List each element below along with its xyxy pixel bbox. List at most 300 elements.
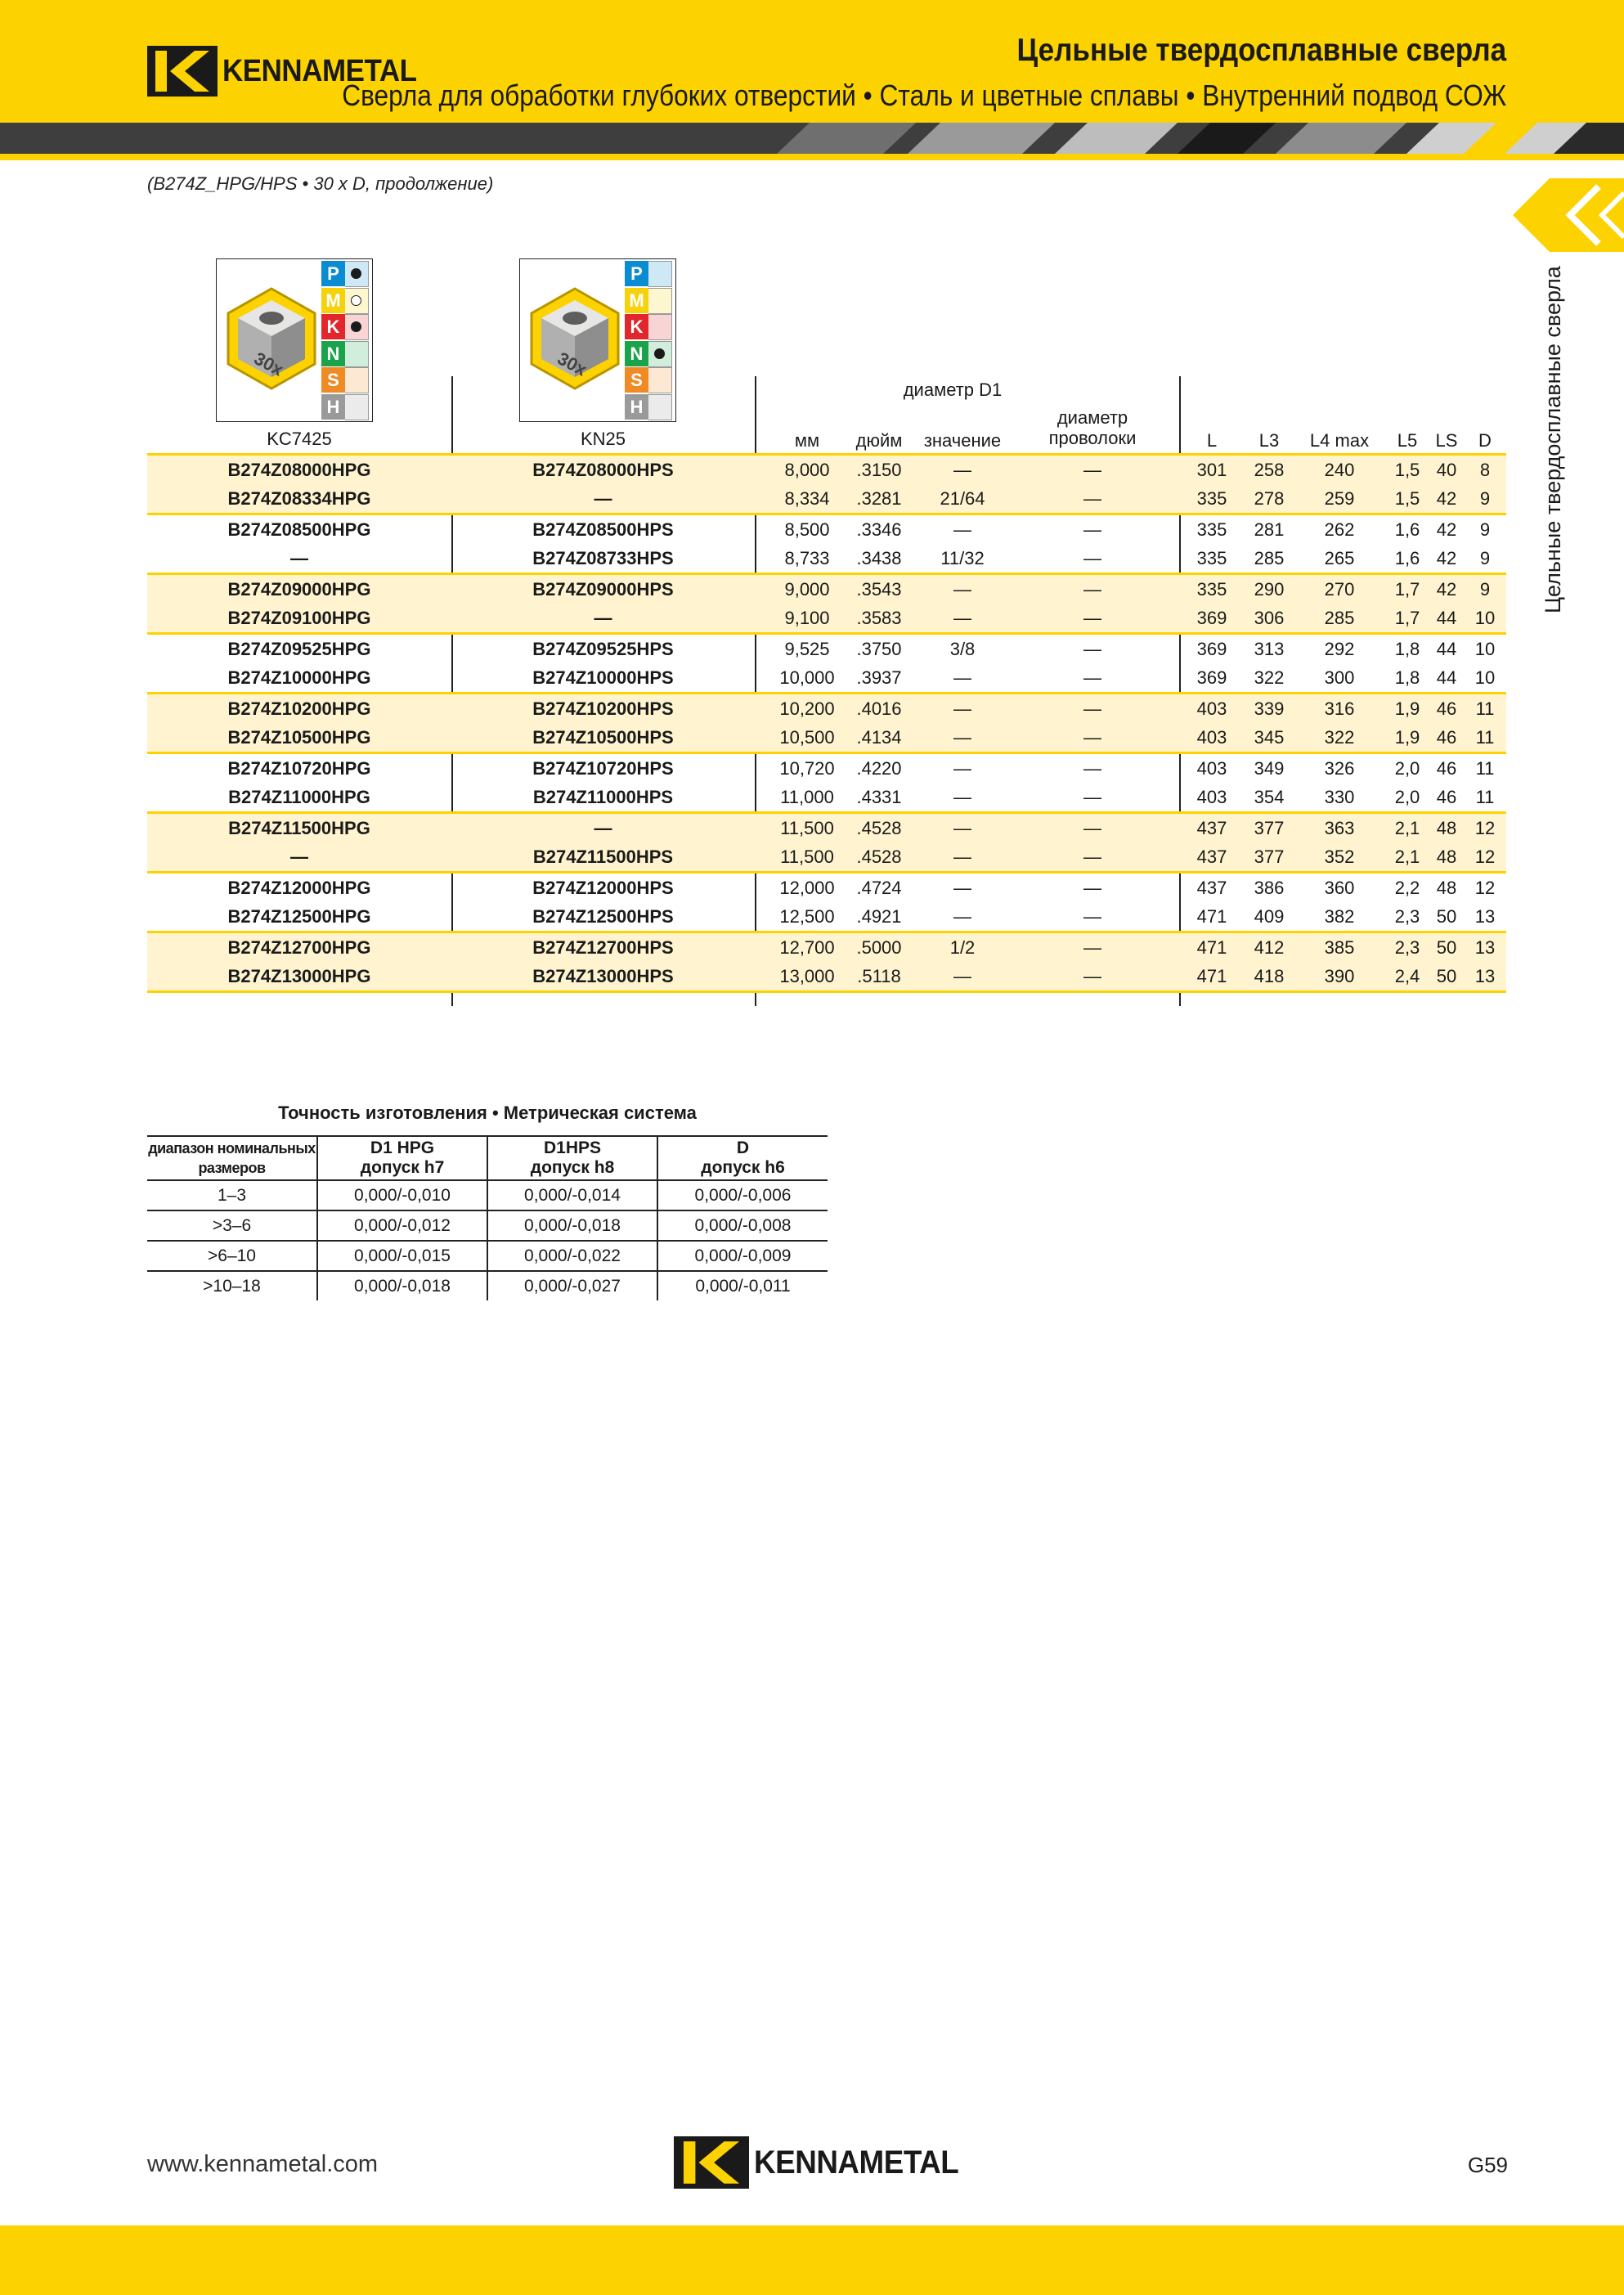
len-L3: 377 [1254, 818, 1285, 838]
tol-header-range: диапазон номинальных размеров [147, 1136, 317, 1180]
len-L4: 360 [1324, 878, 1355, 898]
tol-cell: 0,000/-0,014 [487, 1180, 657, 1210]
len-L: 437 [1196, 878, 1227, 898]
iso-letter: S [625, 367, 648, 393]
len-L: 437 [1196, 847, 1227, 867]
kc7425-code: B274Z10200HPG [227, 698, 371, 719]
kn25-code: B274Z13000HPS [532, 966, 674, 986]
footer-band [0, 2225, 1624, 2295]
iso-letter: H [625, 394, 648, 420]
len-LS: 50 [1436, 937, 1457, 958]
len-L5: 1,7 [1394, 579, 1420, 600]
len-L3: 354 [1254, 787, 1285, 807]
diam-inch: .4331 [856, 787, 902, 807]
diam-mm: 10,500 [779, 727, 835, 748]
len-LS: 46 [1436, 698, 1457, 719]
kc7425-code: B274Z08500HPG [227, 519, 371, 540]
kn25-code: B274Z12000HPS [532, 878, 674, 898]
len-L5: 1,7 [1394, 608, 1420, 628]
wire-diam: — [1083, 906, 1101, 927]
header-stripe [0, 123, 1624, 154]
diam-fraction: — [953, 698, 971, 719]
iso-row-k [321, 314, 369, 341]
iso-rating-cell [345, 261, 369, 287]
diam-mm: 13,000 [779, 966, 835, 986]
wire-diam: — [1083, 698, 1101, 719]
row-group [147, 573, 1506, 632]
tol-cell: 0,000/-0,015 [317, 1241, 487, 1271]
diam-mm: 12,500 [779, 906, 835, 927]
diam-fraction: — [953, 667, 971, 688]
wire-diam: — [1083, 818, 1101, 838]
len-L: 437 [1196, 818, 1227, 838]
diam-fraction: — [953, 727, 971, 748]
tol-cell: 0,000/-0,022 [487, 1241, 657, 1271]
shank-D: 11 [1475, 727, 1495, 748]
col-header-fraction: значение [923, 430, 1002, 451]
len-L5: 1,8 [1394, 639, 1420, 659]
len-L4: 322 [1324, 727, 1355, 748]
table-row [147, 635, 1506, 663]
len-LS: 44 [1436, 667, 1457, 688]
row-group [147, 811, 1506, 871]
kn25-code: B274Z10720HPS [532, 758, 674, 779]
iso-letter: H [321, 394, 345, 420]
wire-diam: — [1083, 460, 1101, 480]
diam-fraction: — [953, 787, 971, 807]
shank-D: 11 [1475, 787, 1495, 807]
len-L3: 281 [1254, 519, 1285, 540]
tolerance-title: Точность изготовления • Метрическая система [278, 1103, 697, 1123]
table-row [147, 723, 1506, 752]
iso-letter: M [321, 288, 345, 313]
len-L5: 1,6 [1394, 519, 1420, 540]
diam-inch: .3750 [856, 639, 902, 659]
diam-inch: .3281 [856, 488, 902, 509]
len-L4: 316 [1324, 698, 1355, 719]
diam-inch: .4220 [856, 758, 902, 779]
diam-mm: 11,000 [780, 787, 834, 807]
iso-rating-cell [345, 341, 369, 367]
diam-fraction: — [953, 906, 971, 927]
kc7425-code: B274Z11500HPG [228, 818, 370, 838]
iso-letter: K [625, 314, 648, 339]
len-L4: 385 [1324, 937, 1355, 958]
len-L3: 412 [1254, 937, 1285, 958]
kn25-code: B274Z08000HPS [532, 460, 674, 480]
kc7425-code: B274Z09100HPG [227, 608, 371, 628]
diam-inch: .3937 [856, 667, 902, 688]
breadcrumb: (B274Z_HPG/HPS • 30 x D, продолжение) [147, 173, 494, 194]
table-body [147, 453, 1506, 993]
len-L5: 2,2 [1394, 878, 1420, 898]
len-L5: 2,1 [1394, 818, 1420, 838]
len-L: 335 [1196, 519, 1227, 540]
diam-mm: 8,000 [784, 460, 830, 480]
kn25-code: B274Z09525HPS [532, 639, 674, 659]
len-L: 471 [1196, 906, 1227, 927]
wire-diam: — [1083, 966, 1101, 986]
footer-url-link[interactable]: www.kennametal.com [147, 2151, 379, 2177]
diam-mm: 9,100 [784, 608, 830, 628]
iso-letter: K [321, 314, 345, 339]
diam-mm: 9,525 [784, 639, 830, 659]
len-L3: 258 [1254, 460, 1285, 480]
wire-diam: — [1083, 667, 1101, 688]
logo-k-icon [674, 2136, 749, 2189]
kn25-code: — [594, 818, 612, 838]
iso-letter: P [321, 261, 345, 286]
diam-inch: .5000 [856, 937, 902, 958]
len-L3: 386 [1254, 878, 1285, 898]
shank-D: 13 [1474, 966, 1496, 986]
table-row [147, 694, 1506, 723]
len-L3: 349 [1254, 758, 1285, 779]
side-section-label: Цельные твердосплавные сверла [1541, 266, 1565, 613]
diam-inch: .4016 [856, 698, 902, 719]
footer-kennametal-logo [674, 2136, 976, 2189]
iso-letter: N [625, 341, 648, 366]
shank-D: 13 [1474, 937, 1496, 958]
shank-D: 12 [1474, 878, 1496, 898]
diam-fraction: — [953, 758, 971, 779]
diam-fraction: — [953, 847, 971, 867]
wire-diam: — [1083, 608, 1101, 628]
len-L: 403 [1196, 787, 1227, 807]
tol-cell: >10–18 [203, 1276, 261, 1296]
len-L4: 285 [1324, 608, 1355, 628]
len-L5: 1,6 [1394, 548, 1420, 568]
len-L: 403 [1196, 698, 1227, 719]
kc7425-code: B274Z11000HPG [228, 787, 370, 807]
len-L3: 306 [1254, 608, 1285, 628]
len-L4: 300 [1324, 667, 1355, 688]
len-L3: 418 [1254, 966, 1285, 986]
shank-D: 9 [1479, 548, 1491, 568]
shank-D: 12 [1474, 818, 1496, 838]
len-L: 335 [1196, 548, 1227, 568]
len-L3: 322 [1254, 667, 1285, 688]
diam-inch: .3583 [856, 608, 902, 628]
shank-D: 11 [1475, 758, 1495, 779]
wire-diam: — [1083, 579, 1101, 600]
diam-fraction: 11/32 [940, 548, 985, 568]
wire-diam: — [1083, 878, 1101, 898]
len-L5: 2,3 [1394, 937, 1420, 958]
filled-dot-icon [351, 321, 361, 332]
table-row [147, 484, 1506, 513]
wire-diam: — [1083, 727, 1101, 748]
kn25-code: B274Z12500HPS [532, 906, 674, 927]
len-L: 335 [1196, 488, 1227, 509]
iso-row-m [321, 288, 369, 315]
len-L: 301 [1196, 460, 1227, 480]
col-header-kc7425: KC7425 [267, 429, 332, 449]
iso-row-k [625, 314, 672, 341]
shank-D: 13 [1474, 906, 1496, 927]
len-LS: 44 [1436, 608, 1457, 628]
tol-header-d1hps: D1HPS допуск h8 [487, 1136, 657, 1180]
len-L4: 259 [1324, 488, 1355, 509]
table-row [147, 663, 1506, 692]
col-header-D: D [1478, 430, 1492, 451]
wire-diam: — [1083, 639, 1101, 659]
tol-cell: 0,000/-0,012 [317, 1210, 487, 1241]
kn25-code: B274Z08500HPS [532, 519, 674, 540]
len-L: 369 [1196, 639, 1227, 659]
shank-D: 8 [1479, 460, 1491, 480]
iso-row-n [321, 341, 369, 368]
table-row [147, 456, 1506, 484]
kn25-code: B274Z11500HPS [532, 847, 674, 867]
col-header-wire: диаметр проволоки [1048, 407, 1137, 448]
diam-fraction: — [953, 579, 971, 600]
len-L4: 382 [1324, 906, 1355, 927]
page-subtitle: Сверла для обработки глубоких отверстий • Сталь и цветные сплавы • Внутренний подвод СОЖ [341, 79, 1506, 112]
table-row [147, 754, 1506, 783]
wire-diam: — [1083, 758, 1101, 779]
table-header [147, 376, 1506, 455]
col-header-kn25: KN25 [580, 429, 626, 449]
diam-mm: 10,200 [779, 698, 835, 719]
len-L4: 330 [1324, 787, 1355, 807]
kc7425-code: B274Z08334HPG [227, 488, 371, 509]
len-LS: 40 [1436, 460, 1457, 480]
header-underline [0, 154, 1624, 160]
diam-fraction: — [953, 878, 971, 898]
len-LS: 42 [1436, 488, 1457, 509]
table-row [147, 783, 1506, 811]
kc7425-code: — [290, 548, 308, 568]
logo-text: KENNAMETAL [754, 2144, 959, 2180]
len-L5: 2,0 [1394, 758, 1420, 779]
row-group [147, 632, 1506, 692]
len-LS: 50 [1436, 906, 1457, 927]
kn25-code: B274Z10000HPS [532, 667, 674, 688]
diam-inch: .4528 [856, 818, 902, 838]
kn25-code: B274Z12700HPS [532, 937, 674, 958]
len-LS: 42 [1436, 579, 1457, 600]
table-row [147, 842, 1506, 871]
tol-cell: 0,000/-0,018 [487, 1210, 657, 1241]
diam-mm: 8,500 [784, 519, 830, 540]
shank-D: 9 [1479, 488, 1491, 509]
kc7425-code: B274Z12700HPG [227, 937, 371, 958]
tol-cell: 0,000/-0,006 [657, 1180, 828, 1210]
table-row [147, 814, 1506, 842]
table-row [147, 962, 1506, 990]
table-row [147, 902, 1506, 931]
len-L3: 290 [1254, 579, 1285, 600]
diam-mm: 12,700 [779, 937, 835, 958]
len-L4: 265 [1324, 548, 1355, 568]
kc7425-code: B274Z09000HPG [227, 579, 371, 600]
kn25-code: B274Z10500HPS [532, 727, 674, 748]
diam-fraction: — [953, 460, 971, 480]
table-row [147, 604, 1506, 632]
table-row [147, 544, 1506, 573]
diam-mm: 8,733 [784, 548, 830, 568]
tol-cell: >6–10 [147, 1241, 317, 1271]
iso-row-p [625, 261, 672, 288]
len-L: 403 [1196, 758, 1227, 779]
len-L4: 326 [1324, 758, 1355, 779]
diam-mm: 11,500 [780, 847, 834, 867]
kn25-code: B274Z10200HPS [532, 698, 674, 719]
kc7425-code: B274Z09525HPG [227, 639, 371, 659]
len-L3: 345 [1254, 727, 1285, 748]
shank-D: 10 [1474, 667, 1496, 688]
diam-inch: .3438 [856, 548, 902, 568]
table-row [147, 874, 1506, 902]
diam-mm: 10,720 [779, 758, 835, 779]
len-L: 471 [1196, 966, 1227, 986]
kn25-code: B274Z09000HPS [532, 579, 674, 600]
len-L: 369 [1196, 608, 1227, 628]
len-L3: 409 [1254, 906, 1285, 927]
tol-header-d1hpg: D1 HPG допуск h7 [317, 1136, 487, 1180]
len-LS: 48 [1436, 847, 1457, 867]
len-L3: 377 [1254, 847, 1285, 867]
kn25-code: — [594, 608, 612, 628]
len-LS: 46 [1436, 727, 1457, 748]
iso-letter: M [625, 288, 648, 313]
page-header [0, 0, 1624, 123]
tol-cell: 0,000/-0,018 [317, 1271, 487, 1300]
len-LS: 50 [1436, 966, 1457, 986]
shank-D: 10 [1474, 608, 1496, 628]
iso-row-n [625, 341, 672, 368]
iso-row-p [321, 261, 369, 288]
len-L4: 262 [1324, 519, 1355, 540]
table-row [147, 933, 1506, 962]
len-L3: 278 [1254, 488, 1285, 509]
wire-diam: — [1083, 519, 1101, 540]
logo-text: KENNAMETAL [222, 53, 417, 88]
len-L5: 1,9 [1394, 727, 1420, 748]
wire-diam: — [1083, 847, 1101, 867]
tol-cell: 0,000/-0,008 [657, 1210, 828, 1241]
kc7425-code: B274Z12500HPG [227, 906, 371, 927]
len-LS: 44 [1436, 639, 1457, 659]
diam-fraction: — [953, 966, 971, 986]
len-LS: 46 [1436, 787, 1457, 807]
svg-text:30x: 30x [250, 348, 287, 380]
tol-cell: 0,000/-0,011 [657, 1271, 828, 1300]
col-header-inch: дюйм [855, 430, 903, 451]
tol-cell: 0,000/-0,027 [487, 1271, 657, 1300]
diam-fraction: — [953, 608, 971, 628]
len-L4: 390 [1324, 966, 1355, 986]
tol-cell: 0,000/-0,010 [317, 1180, 487, 1210]
diam-fraction: 1/2 [949, 937, 976, 958]
wire-diam: — [1083, 488, 1101, 509]
iso-letter: P [625, 261, 648, 286]
page-number: G59 [1467, 2153, 1508, 2177]
len-L: 471 [1196, 937, 1227, 958]
open-dot-icon [351, 295, 361, 306]
row-group [147, 871, 1506, 931]
len-LS: 48 [1436, 818, 1457, 838]
len-L5: 2,3 [1394, 906, 1420, 927]
iso-letter: N [321, 341, 345, 366]
shank-D: 12 [1474, 847, 1496, 867]
len-L3: 339 [1254, 698, 1285, 719]
diam-inch: .4921 [856, 906, 902, 927]
len-L4: 270 [1324, 579, 1355, 600]
tolerance-row [147, 1210, 828, 1241]
col-header-L4: L4 max [1309, 430, 1370, 451]
shank-D: 11 [1475, 698, 1495, 719]
filled-dot-icon [654, 348, 665, 359]
diam-inch: .3150 [856, 460, 902, 480]
shank-D: 9 [1479, 579, 1491, 600]
len-L4: 363 [1324, 818, 1355, 838]
shank-D: 9 [1479, 519, 1491, 540]
diam-mm: 10,000 [779, 667, 835, 688]
col-header-L: L [1206, 430, 1218, 451]
table-row [147, 515, 1506, 544]
tol-cell: 0,000/-0,009 [657, 1241, 828, 1271]
wire-diam: — [1083, 548, 1101, 568]
diam-mm: 11,500 [780, 818, 834, 838]
tolerance-row [147, 1180, 828, 1210]
len-L5: 1,8 [1394, 667, 1420, 688]
len-L: 403 [1196, 727, 1227, 748]
kn25-code: B274Z11000HPS [532, 787, 674, 807]
iso-letter: S [321, 367, 345, 393]
kc7425-code: B274Z10000HPG [227, 667, 371, 688]
len-L5: 1,5 [1394, 488, 1420, 509]
tolerance-table [147, 1135, 828, 1300]
len-L5: 1,5 [1394, 460, 1420, 480]
len-L4: 240 [1324, 460, 1355, 480]
kc7425-code: B274Z10500HPG [227, 727, 371, 748]
iso-row-m [625, 288, 672, 315]
len-L: 369 [1196, 667, 1227, 688]
len-LS: 46 [1436, 758, 1457, 779]
wire-diam: — [1083, 937, 1101, 958]
len-LS: 48 [1436, 878, 1457, 898]
iso-rating-cell [648, 314, 672, 340]
row-group [147, 752, 1506, 811]
group-header-d1: диаметр D1 [903, 380, 1003, 400]
kn25-code: B274Z08733HPS [532, 548, 674, 568]
diam-mm: 12,000 [779, 878, 835, 898]
len-L5: 2,4 [1394, 966, 1420, 986]
diam-inch: .3543 [856, 579, 902, 600]
len-L3: 313 [1254, 639, 1285, 659]
iso-rating-cell [648, 341, 672, 367]
diam-inch: .5118 [857, 966, 901, 986]
table-row [147, 575, 1506, 604]
diam-fraction: 21/64 [940, 488, 985, 509]
wire-diam: — [1083, 787, 1101, 807]
kc7425-code: B274Z10720HPG [227, 758, 371, 779]
tolerance-header-row [147, 1136, 828, 1180]
len-L5: 2,0 [1394, 787, 1420, 807]
diam-inch: .3346 [856, 519, 902, 540]
tol-header-d: D допуск h6 [657, 1136, 828, 1180]
tol-cell: 1–3 [147, 1180, 317, 1210]
kc7425-code: B274Z13000HPG [227, 966, 371, 986]
diam-fraction: — [953, 519, 971, 540]
col-header-L3: L3 [1258, 430, 1280, 451]
iso-rating-cell [345, 314, 369, 340]
diam-mm: 8,334 [784, 488, 830, 509]
row-group [147, 513, 1506, 573]
len-LS: 42 [1436, 548, 1457, 568]
